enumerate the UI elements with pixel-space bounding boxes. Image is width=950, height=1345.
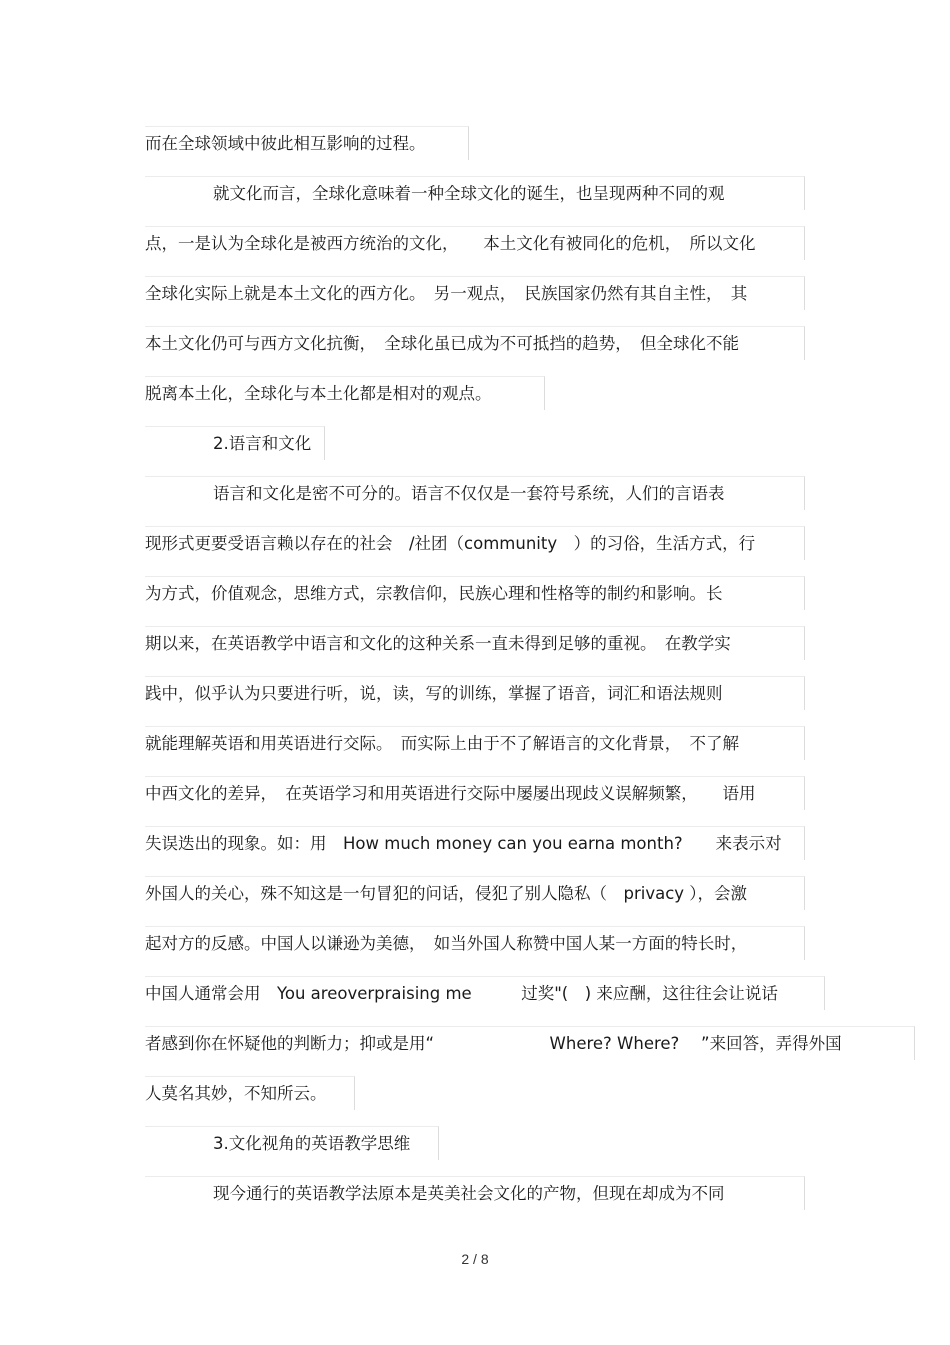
- text-line: 现今通行的英语教学法原本是英美社会文化的产物，但现在却成为不同: [145, 1176, 805, 1210]
- text-line: 失误迭出的现象。如：用 How much money can you earna month? 来表示对: [145, 826, 805, 860]
- text-line: 本土文化仍可与西方文化抗衡， 全球化虽已成为不可抵挡的趋势， 但全球化不能: [145, 326, 805, 360]
- text-line: 语言和文化是密不可分的。语言不仅仅是一套符号系统，人们的言语表: [145, 476, 805, 510]
- section-heading: 3.文化视角的英语教学思维: [145, 1126, 439, 1160]
- section-heading: 2.语言和文化: [145, 426, 325, 460]
- text-line: 外国人的关心，殊不知这是一句冒犯的问话，侵犯了别人隐私（ privacy ），会激: [145, 876, 805, 910]
- text-line: 而在全球领域中彼此相互影响的过程。: [145, 126, 469, 160]
- text-line: 点，一是认为全球化是被西方统治的文化， 本土文化有被同化的危机， 所以文化: [145, 226, 805, 260]
- text-line: 中西文化的差异， 在英语学习和用英语进行交际中屡屡出现歧义误解频繁， 语用: [145, 776, 805, 810]
- text-line: 者感到你在怀疑他的判断力；抑或是用“ Where? Where? ”来回答，弄得外国: [145, 1026, 915, 1060]
- text-line: 就能理解英语和用英语进行交际。 而实际上由于不了解语言的文化背景， 不了解: [145, 726, 805, 760]
- text-line: 为方式，价值观念，思维方式，宗教信仰，民族心理和性格等的制约和影响。长: [145, 576, 805, 610]
- text-line: 中国人通常会用 You areoverpraising me 过奖"( ) 来应酬，这往往会让说话: [145, 976, 825, 1010]
- text-line: 全球化实际上就是本土文化的西方化。 另一观点， 民族国家仍然有其自主性， 其: [145, 276, 805, 310]
- text-line: 人莫名其妙，不知所云。: [145, 1076, 355, 1110]
- text-line: 践中，似乎认为只要进行听，说，读，写的训练，掌握了语音，词汇和语法规则: [145, 676, 805, 710]
- text-line: 起对方的反感。中国人以谦逊为美德， 如当外国人称赞中国人某一方面的特长时，: [145, 926, 805, 960]
- page-number: 2 / 8: [461, 1251, 489, 1267]
- text-line: 现形式更要受语言赖以存在的社会 /社团（community ）的习俗，生活方式，行: [145, 526, 805, 560]
- text-line: 就文化而言，全球化意味着一种全球文化的诞生，也呈现两种不同的观: [145, 176, 805, 210]
- text-line: 期以来，在英语教学中语言和文化的这种关系一直未得到足够的重视。 在教学实: [145, 626, 805, 660]
- text-line: 脱离本土化，全球化与本土化都是相对的观点。: [145, 376, 545, 410]
